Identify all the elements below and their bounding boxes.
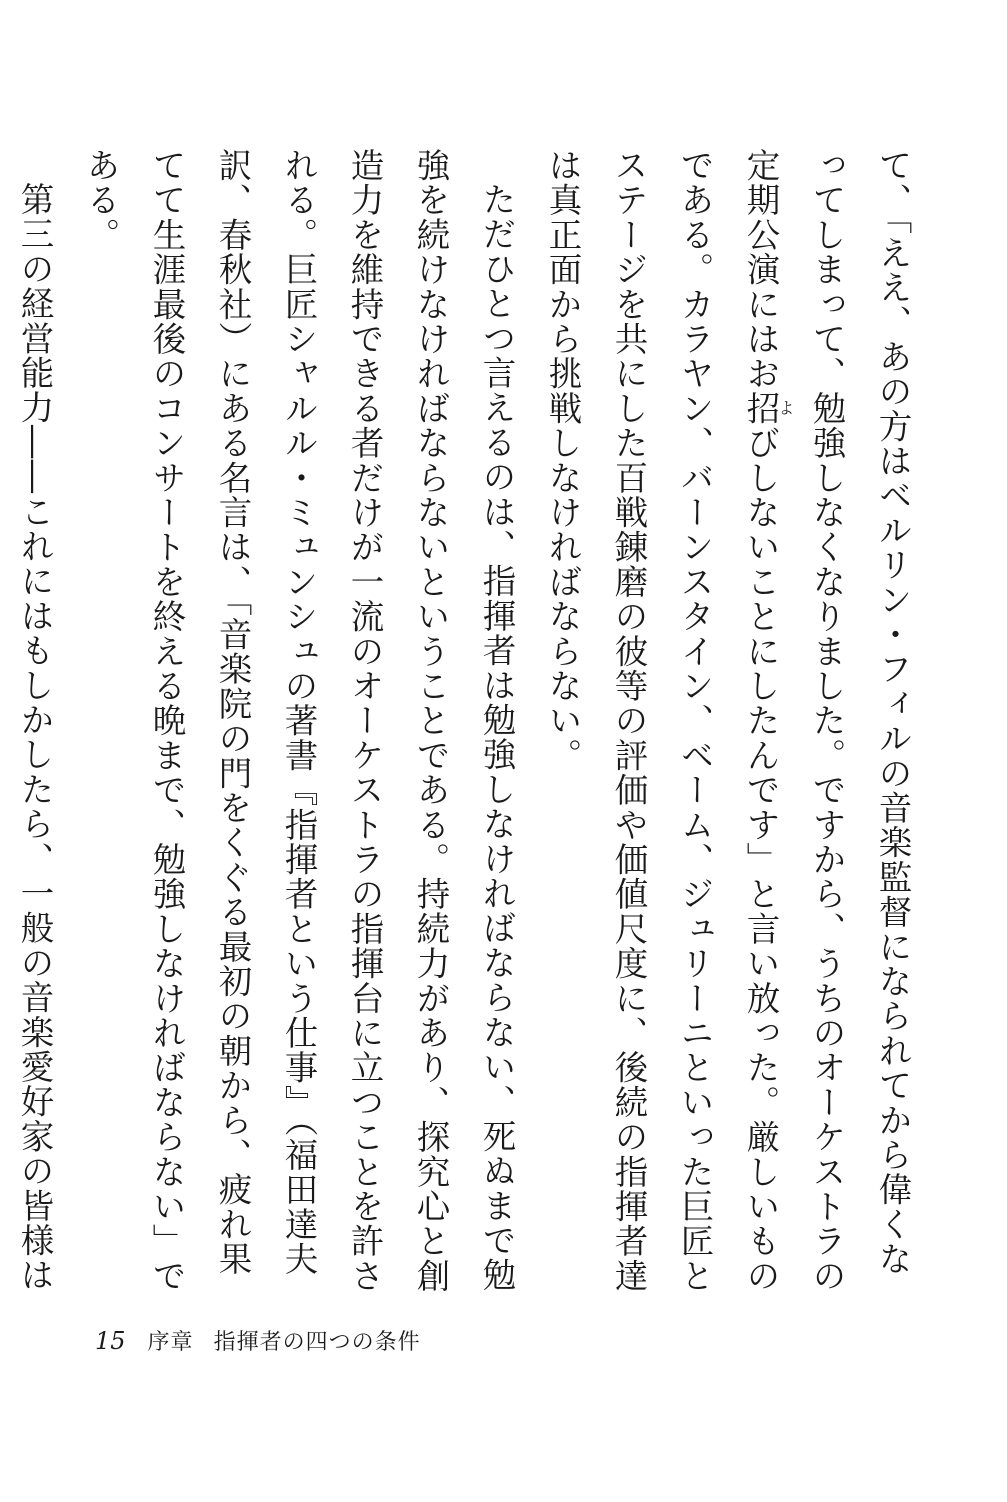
page-number: 15	[95, 1327, 126, 1355]
page-footer	[95, 1325, 421, 1356]
ruby-annotation: 招よ	[741, 390, 795, 426]
paragraph-1: て、「ええ、あの方はベルリン・フィルの音楽監督になられてから偉くなってしまって、勉強しなくなりました。ですから、うちのオーケストラの定期公演にはお招よびしないことにしたんです」と言い放った。厳しいものである。カラヤン、バーンスタイン、ベーム、ジュリーニといった巨匠とステージを共にした百戦錬磨の彼等の評価や価値尺度に、後続の指揮者達は真正面から挑戦しなければならない。	[543, 148, 912, 1294]
vertical-text-body	[15, 148, 925, 1298]
chapter-label: 序章	[147, 1330, 194, 1355]
paragraph-3: 第三の経営能力――これにはもしかしたら、一般の音楽愛好家の皆様は	[15, 181, 54, 1292]
paragraph-2: ただひとつ言えるのは、指揮者は勉強しなければならない、死ぬまで勉強を続けなければならないということである。持続力があり、探究心と創造力を維持できる者だけが一流のオーケストラの指揮台に立つことを許される。巨匠シャルル・ミュンシュの著書『指揮者という仕事』（福田達夫訳、春秋社）にある名言は、「音楽院の門をくぐる最初の朝から、疲れ果てて生涯最後のコンサートを終える晩まで、勉強しなければならない」である。	[81, 148, 516, 1294]
chapter-title: 指揮者の四つの条件	[213, 1330, 421, 1355]
